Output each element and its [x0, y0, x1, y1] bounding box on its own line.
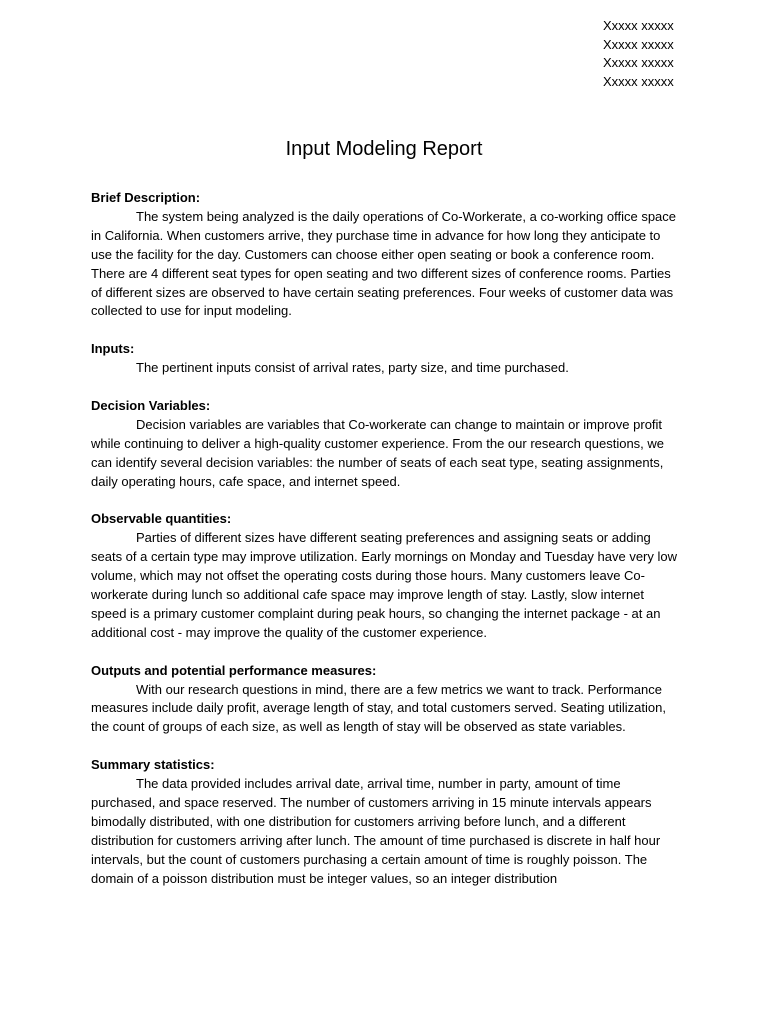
section-paragraph: The system being analyzed is the daily operations of Co-Workerate, a co-working office space in California. When customers arrive, they purchase time in advance for how long they anticipate to use the facility for the day. Customers can choose either open seating or book a conference room. There are 4 different seat types for open seating and two different sizes of conference rooms. Parties of different sizes are observed to have certain seating preferences. Four weeks of customer data was collected to use for input modeling. — [91, 208, 677, 319]
section-paragraph: The data provided includes arrival date, arrival time, number in party, amount of time purchased, and space reserved. The number of customers arriving in 15 minute intervals appears bimodally distributed, with one distribution for customers arriving before lunch, and a different distribution for customers arriving after lunch. The amount of time purchased is discrete in half hour intervals, but the count of customers purchasing a certain amount of time is roughly poisson. The domain of a poisson distribution must be integer values, so an integer distribution — [91, 776, 661, 886]
section-heading: Inputs: — [91, 341, 135, 357]
section-paragraph: Parties of different sizes have different seating preferences and assigning seats or adding seats of a certain type may improve utilization. Early mornings on Monday and Tuesday have very low volume, which may not offset the operating costs during those hours. Many customers leave Co-workerate during lunch so additional cafe space may improve length of stay. Lastly, slow internet speed is a primary customer complaint during peak hours, so changing the internet package - at an additional cost - may improve the quality of the customer experience. — [91, 530, 678, 640]
section-brief-description — [91, 189, 681, 321]
section-heading: Observable quantities: — [91, 511, 232, 527]
section-heading: Summary statistics: — [91, 757, 215, 773]
section-observable-quantities — [91, 510, 681, 642]
section-heading: Outputs and potential performance measures: — [91, 662, 377, 678]
section-paragraph: Decision variables are variables that Co-workerate can change to maintain or improve profit while continuing to deliver a high-quality customer experience. From the our research questions, we can identify several decision variables: the number of seats of each seat type, seating assignments, daily operating hours, cafe space, and internet speed. — [91, 416, 665, 489]
section-outputs-performance-measures — [91, 662, 681, 738]
section-decision-variables — [91, 397, 681, 492]
section-heading: Brief Description: — [91, 190, 201, 205]
section-inputs — [91, 340, 681, 378]
document-title: Input Modeling Report — [285, 138, 483, 160]
author-line: Xxxxx xxxxx — [603, 18, 674, 33]
author-line: Xxxxx xxxxx — [603, 73, 674, 89]
section-paragraph: With our research questions in mind, there are a few metrics we want to track. Performance measures include daily profit, average length of stay, and total customers served. Seating utilization, the count of groups of each size, as well as length of stay will be observed as state variables. — [91, 681, 666, 735]
author-header-block — [603, 17, 743, 91]
section-paragraph: The pertinent inputs consist of arrival rates, party size, and time purchased. — [136, 360, 569, 376]
author-line: Xxxxx xxxxx — [603, 36, 674, 52]
section-summary-statistics — [91, 756, 681, 888]
author-line: Xxxxx xxxxx — [603, 55, 674, 70]
document-body — [91, 189, 681, 907]
section-heading: Decision Variables: — [91, 397, 211, 413]
